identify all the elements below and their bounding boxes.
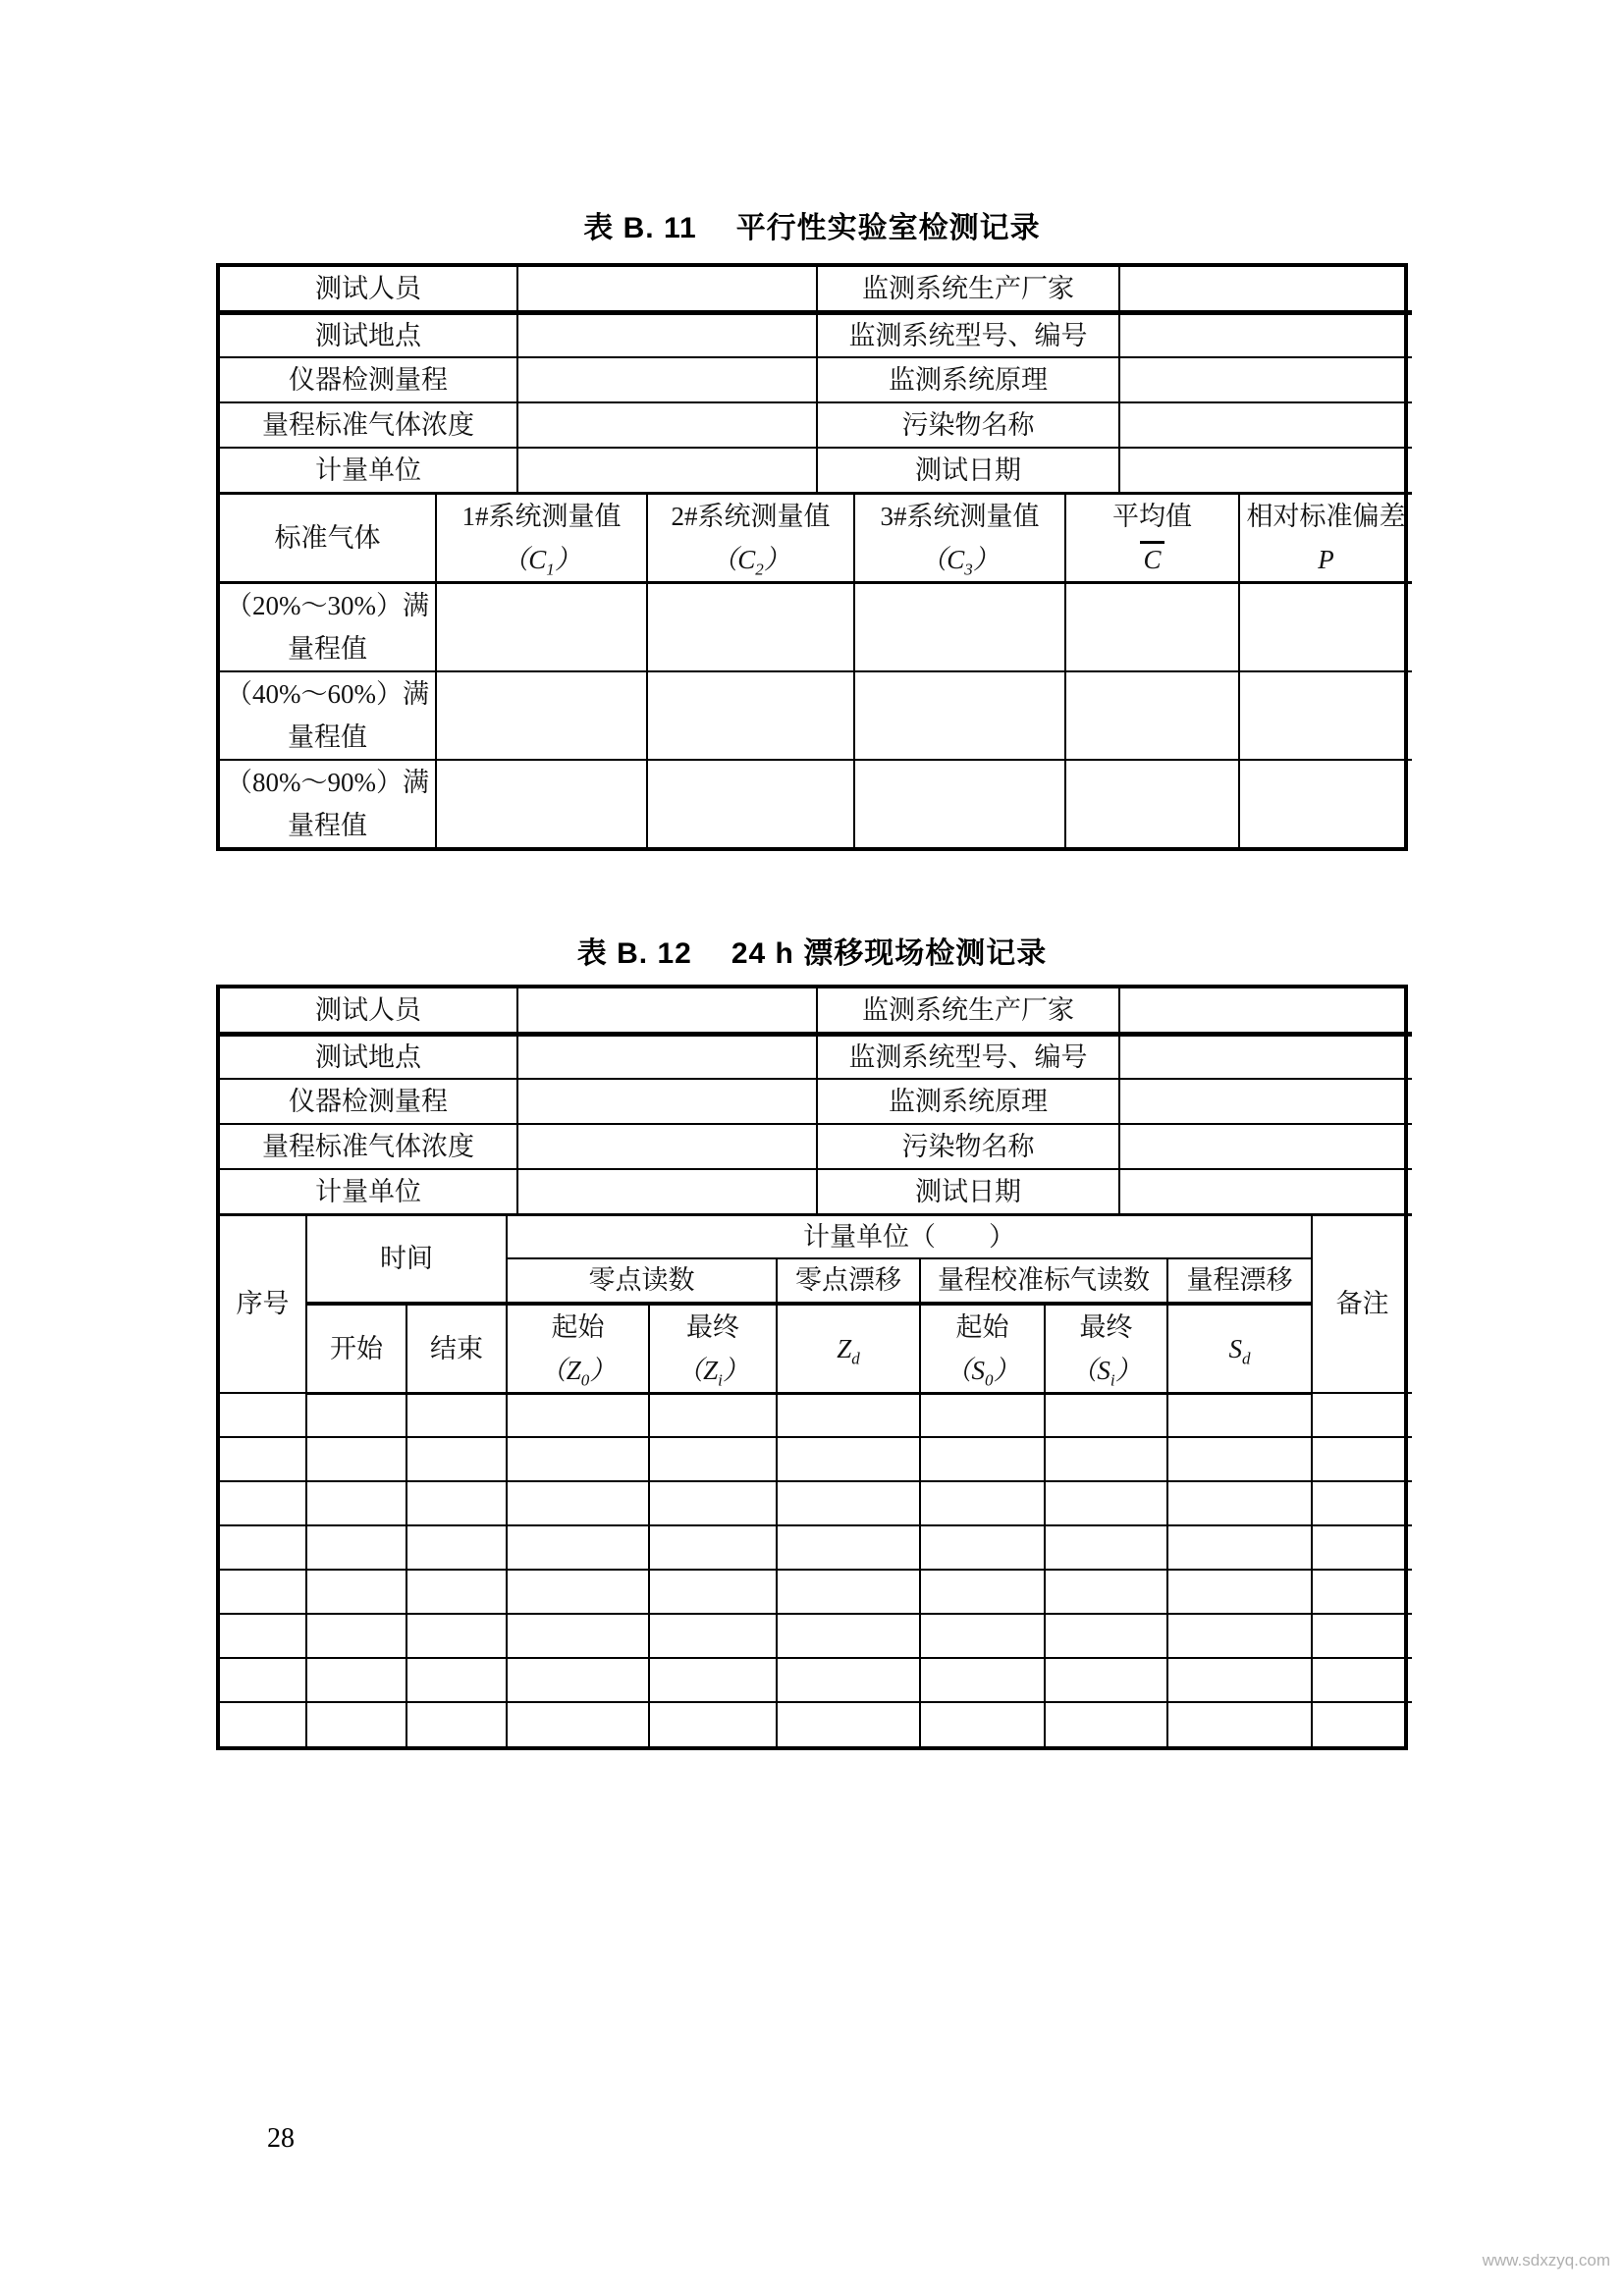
formula-c2: $(C_2)$	[711, 544, 790, 578]
empty-cell	[1167, 1614, 1312, 1658]
table-b11	[216, 263, 1408, 851]
empty-cell	[406, 1393, 507, 1437]
info-value	[1119, 1169, 1412, 1214]
info-label: 测试人员	[220, 988, 517, 1034]
empty-cell	[1167, 1525, 1312, 1570]
formula-si: $(S_i)$	[1070, 1355, 1142, 1389]
empty-cell	[1312, 1614, 1412, 1658]
empty-cell	[1045, 1393, 1167, 1437]
empty-cell	[777, 1393, 920, 1437]
table-row	[220, 1124, 1412, 1169]
table-row	[220, 1658, 1412, 1702]
data-cell	[436, 760, 647, 847]
table-row	[220, 1570, 1412, 1614]
empty-cell	[649, 1570, 777, 1614]
empty-cell	[220, 1570, 306, 1614]
empty-cell	[406, 1437, 507, 1481]
table-b12	[216, 985, 1408, 1750]
formula-c3: $(C_3)$	[920, 544, 1000, 578]
empty-cell	[306, 1393, 406, 1437]
info-value	[1119, 402, 1412, 448]
empty-cell	[306, 1614, 406, 1658]
table-row	[220, 988, 1412, 1034]
formula-zi: $(Z_i)$	[677, 1355, 749, 1389]
empty-cell	[920, 1437, 1045, 1481]
empty-cell	[1167, 1702, 1312, 1746]
empty-cell	[220, 1437, 306, 1481]
empty-cell	[306, 1570, 406, 1614]
empty-cell	[507, 1525, 649, 1570]
empty-cell	[1312, 1658, 1412, 1702]
info-label: 监测系统原理	[817, 357, 1119, 402]
header-time-start: 开始	[306, 1304, 406, 1394]
table-header-row	[220, 495, 1412, 583]
empty-cell	[649, 1658, 777, 1702]
info-value	[517, 988, 817, 1034]
empty-cell	[1312, 1570, 1412, 1614]
empty-cell	[306, 1658, 406, 1702]
table-b12-title	[0, 929, 1624, 972]
table-header-row	[220, 1216, 1412, 1258]
info-value	[1119, 312, 1412, 357]
empty-cell	[507, 1614, 649, 1658]
header-span-drift: 量程漂移	[1167, 1258, 1312, 1304]
data-cell	[647, 760, 854, 847]
info-value	[1119, 988, 1412, 1034]
header-rsd: 相对标准偏差 P	[1239, 495, 1412, 583]
formula-z0: $(Z_0)$	[539, 1355, 617, 1389]
table-b12-title-text: 24 h 漂移现场检测记录	[731, 937, 1048, 970]
header-unit-group: 计量单位（ ）	[507, 1216, 1312, 1258]
info-value	[517, 448, 817, 493]
header-zi: 最终 $(Z_i)$	[649, 1304, 777, 1394]
data-cell	[1065, 582, 1239, 671]
header-system-3: 3#系统测量值 $(C_3)$	[854, 495, 1065, 583]
empty-cell	[220, 1525, 306, 1570]
empty-cell	[220, 1393, 306, 1437]
table-b11-title-label: 表 B. 11	[583, 212, 697, 244]
data-cell	[1065, 760, 1239, 847]
empty-cell	[220, 1702, 306, 1746]
info-value	[517, 1124, 817, 1169]
empty-cell	[920, 1702, 1045, 1746]
info-value	[517, 267, 817, 312]
info-value	[517, 1034, 817, 1079]
info-label: 污染物名称	[817, 402, 1119, 448]
empty-cell	[1312, 1702, 1412, 1746]
info-label: 测试日期	[817, 1169, 1119, 1214]
empty-cell	[920, 1658, 1045, 1702]
table-header-row	[220, 1304, 1412, 1394]
table-row	[220, 1614, 1412, 1658]
info-label: 仪器检测量程	[220, 1079, 517, 1124]
header-remark: 备注	[1312, 1216, 1412, 1394]
table-b12-info	[220, 988, 1412, 1216]
empty-cell	[1167, 1570, 1312, 1614]
formula-c1: $(C_1)$	[502, 544, 581, 578]
table-row	[220, 760, 1412, 847]
info-label: 监测系统生产厂家	[817, 988, 1119, 1034]
header-zero-drift: 零点漂移	[777, 1258, 920, 1304]
empty-cell	[406, 1525, 507, 1570]
info-value	[517, 357, 817, 402]
empty-cell	[1167, 1658, 1312, 1702]
empty-cell	[406, 1658, 507, 1702]
row-label: （80%～90%）满 量程值	[220, 760, 436, 847]
empty-cell	[649, 1525, 777, 1570]
table-row	[220, 1525, 1412, 1570]
empty-cell	[920, 1525, 1045, 1570]
empty-cell	[649, 1702, 777, 1746]
info-value	[1119, 1079, 1412, 1124]
empty-cell	[1167, 1437, 1312, 1481]
empty-cell	[507, 1481, 649, 1525]
data-cell	[436, 671, 647, 760]
info-label: 仪器检测量程	[220, 357, 517, 402]
empty-cell	[920, 1393, 1045, 1437]
header-zd	[777, 1304, 920, 1394]
table-row	[220, 1481, 1412, 1525]
header-standard-gas: 标准气体	[220, 495, 436, 583]
info-value	[1119, 357, 1412, 402]
data-cell	[854, 582, 1065, 671]
empty-cell	[777, 1481, 920, 1525]
empty-cell	[507, 1437, 649, 1481]
info-value	[517, 1079, 817, 1124]
info-label: 测试地点	[220, 1034, 517, 1079]
header-system-1: 1#系统测量值 $(C_1)$	[436, 495, 647, 583]
info-label: 测试地点	[220, 312, 517, 357]
row-label: （20%～30%）满 量程值	[220, 582, 436, 671]
table-b12-main	[220, 1216, 1412, 1747]
empty-cell	[1312, 1393, 1412, 1437]
table-row	[220, 1169, 1412, 1214]
empty-cell	[1312, 1481, 1412, 1525]
empty-cell	[920, 1570, 1045, 1614]
header-time: 时间	[306, 1216, 507, 1304]
empty-cell	[777, 1702, 920, 1746]
formula-p: P	[1318, 544, 1334, 574]
info-value	[1119, 267, 1412, 312]
empty-cell	[507, 1658, 649, 1702]
info-label: 计量单位	[220, 448, 517, 493]
data-cell	[1239, 760, 1412, 847]
header-z0: 起始 $(Z_0)$	[507, 1304, 649, 1394]
info-label: 测试人员	[220, 267, 517, 312]
info-label: 监测系统型号、编号	[817, 1034, 1119, 1079]
table-b12-title-label: 表 B. 12	[576, 937, 692, 970]
empty-cell	[306, 1702, 406, 1746]
table-b11-main	[220, 495, 1412, 847]
watermark: www.sdxzyq.com	[1482, 2251, 1610, 2269]
empty-cell	[777, 1658, 920, 1702]
info-label: 监测系统原理	[817, 1079, 1119, 1124]
header-sd	[1167, 1304, 1312, 1394]
empty-cell	[649, 1614, 777, 1658]
empty-cell	[1167, 1393, 1312, 1437]
header-span-reading: 量程校准标气读数	[920, 1258, 1167, 1304]
data-cell	[854, 760, 1065, 847]
formula-s0: $(S_0)$	[945, 1355, 1020, 1389]
empty-cell	[406, 1570, 507, 1614]
table-row	[220, 312, 1412, 357]
empty-cell	[1045, 1525, 1167, 1570]
empty-cell	[507, 1570, 649, 1614]
table-b11-title-text: 平行性实验室检测记录	[735, 212, 1041, 244]
table-row	[220, 1034, 1412, 1079]
empty-cell	[777, 1525, 920, 1570]
info-value	[1119, 1124, 1412, 1169]
info-label: 测试日期	[817, 448, 1119, 493]
empty-cell	[1312, 1437, 1412, 1481]
table-row	[220, 671, 1412, 760]
info-label: 污染物名称	[817, 1124, 1119, 1169]
info-value	[517, 1169, 817, 1214]
table-b11-title	[0, 203, 1624, 246]
empty-cell	[306, 1437, 406, 1481]
table-row	[220, 1079, 1412, 1124]
empty-cell	[649, 1437, 777, 1481]
formula-sd: $S_d$	[1228, 1333, 1251, 1367]
table-row	[220, 402, 1412, 448]
empty-cell	[920, 1614, 1045, 1658]
info-label: 监测系统型号、编号	[817, 312, 1119, 357]
empty-cell	[220, 1614, 306, 1658]
empty-cell	[406, 1481, 507, 1525]
info-label: 量程标准气体浓度	[220, 1124, 517, 1169]
empty-cell	[1045, 1481, 1167, 1525]
empty-cell	[1167, 1481, 1312, 1525]
data-cell	[1065, 671, 1239, 760]
data-cell	[647, 671, 854, 760]
info-value	[1119, 448, 1412, 493]
data-cell	[1239, 582, 1412, 671]
table-row	[220, 357, 1412, 402]
empty-cell	[1045, 1614, 1167, 1658]
empty-cell	[777, 1437, 920, 1481]
empty-cell	[1045, 1658, 1167, 1702]
info-value	[517, 312, 817, 357]
table-b11-info	[220, 267, 1412, 495]
formula-c-bar: C	[1070, 538, 1234, 581]
table-row	[220, 1437, 1412, 1481]
empty-cell	[777, 1614, 920, 1658]
empty-cell	[406, 1614, 507, 1658]
empty-cell	[220, 1481, 306, 1525]
data-cell	[436, 582, 647, 671]
empty-cell	[1045, 1437, 1167, 1481]
header-si: 最终 $(S_i)$	[1045, 1304, 1167, 1394]
formula-zd: $Z_d$	[837, 1333, 860, 1367]
table-row	[220, 1393, 1412, 1437]
empty-cell	[920, 1481, 1045, 1525]
empty-cell	[649, 1393, 777, 1437]
header-s0: 起始 $(S_0)$	[920, 1304, 1045, 1394]
empty-cell	[220, 1658, 306, 1702]
empty-cell	[306, 1481, 406, 1525]
empty-cell	[1045, 1702, 1167, 1746]
table-row	[220, 582, 1412, 671]
header-time-end: 结束	[406, 1304, 507, 1394]
empty-cell	[649, 1481, 777, 1525]
data-cell	[854, 671, 1065, 760]
page-number: 28	[267, 2123, 295, 2154]
empty-cell	[1045, 1570, 1167, 1614]
empty-cell	[406, 1702, 507, 1746]
info-label: 计量单位	[220, 1169, 517, 1214]
header-system-2: 2#系统测量值 $(C_2)$	[647, 495, 854, 583]
empty-cell	[777, 1570, 920, 1614]
table-row	[220, 1702, 1412, 1746]
empty-cell	[306, 1525, 406, 1570]
header-average: 平均值 C	[1065, 495, 1239, 583]
empty-cell	[507, 1393, 649, 1437]
table-row	[220, 267, 1412, 312]
info-value	[1119, 1034, 1412, 1079]
info-label: 量程标准气体浓度	[220, 402, 517, 448]
data-cell	[647, 582, 854, 671]
info-value	[517, 402, 817, 448]
header-zero-reading: 零点读数	[507, 1258, 777, 1304]
data-cell	[1239, 671, 1412, 760]
empty-cell	[507, 1702, 649, 1746]
info-label: 监测系统生产厂家	[817, 267, 1119, 312]
header-seq: 序号	[220, 1216, 306, 1394]
empty-cell	[1312, 1525, 1412, 1570]
table-row	[220, 448, 1412, 493]
row-label: （40%～60%）满 量程值	[220, 671, 436, 760]
